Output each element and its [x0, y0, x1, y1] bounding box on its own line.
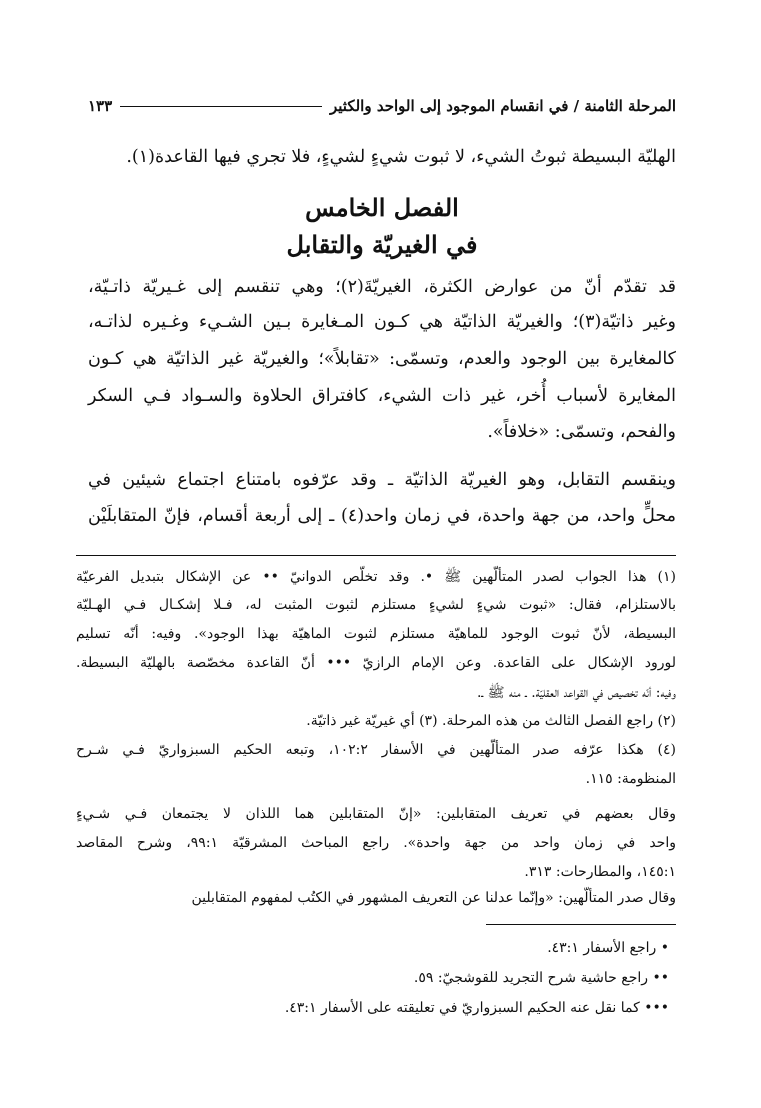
chapter-subtitle: في الغيريّة والتقابل — [286, 230, 478, 259]
footnote-1-line-1: (١) هذا الجواب لصدر المتألّهين ﷺ •. وقد تخلّص الدوانيّ •• عن الإشكال بتبديل الفرعيّة — [76, 569, 676, 585]
body-first-line: الهليّة البسيطة ثبوتُ الشيء، لا ثبوت شيءٍ لشيءٍ، فلا تجري فيها القاعدة(١). — [126, 147, 676, 167]
header-rule — [120, 106, 322, 107]
footnote-separator — [76, 555, 676, 556]
footnote-4-line-2: المنظومة: ١١٥. — [585, 771, 676, 787]
header-title: المرحلة الثامنة / في انقسام الموجود إلى الواحد والكثير — [330, 97, 676, 115]
footnote-4-line-1: (٤) هكذا عرّفه صدر المتألّهين في الأسفار ١٠٢:٢، وتبعه الحكيم السبزواريّ فـي شـرح — [76, 742, 676, 758]
footnote-4-b-line-1: وقال بعضهم في تعريف المتقابلين: «إنّ المتقابلين هما اللذان لا يجتمعان فـي شـيءٍ — [76, 806, 676, 822]
footnote-4-b-line-3: ١٤٥:١، والمطارحات: ٣١٣. — [524, 864, 676, 880]
para2-line-2: محلٍّ واحد، من جهة واحدة، في زمان واحد(٤) ـ إلى أربعة أقسام، فإنّ المتقابلَيْن — [88, 506, 676, 526]
running-header — [88, 92, 676, 120]
sub-footnote-2: •• راجع حاشية شرح التجريد للقوشجيّ: ٥٩. — [413, 970, 669, 986]
page-number: ١٣٣ — [88, 97, 113, 115]
para1-line-3: كالمغايرة بين الوجود والعدم، وتسمّى: «تقابلاً»؛ والغيريّة غير الذاتيّة هي كـون — [88, 349, 676, 369]
footnote-1-line-2: بالاستلزام، فقال: «ثبوت شيءٍ لشيءٍ مستلزم لثبوت المثبت له، فـلا إشكـال فـي الهـليّة — [76, 597, 676, 613]
para2-line-1: وينقسم التقابل، وهو الغيريّة الذاتيّة ـ وقد عرّفوه بامتناع اجتماع شيئين في — [88, 470, 676, 490]
para1-line-5: والفحم، وتسمّى: «خلافاً». — [487, 422, 676, 442]
footnote-1-line-5: وفيه: أنّه تخصيص في القواعد العقليّة. ـ منه ﷺ ـ. — [476, 685, 676, 701]
para1-line-1: قد تقدّم أنّ من عوارض الكثرة، الغيريّةَ(٢)؛ وهي تنقسم إلى غـيريّة ذاتـيّة، — [88, 277, 676, 297]
footnote-1-line-4: لورود الإشكال على القاعدة. وعن الإمام الرازيّ ••• أنّ القاعدة مخصّصة بالهليّة البسيطة. — [76, 655, 676, 671]
para1-line-2: وغير ذاتيّة(٣)؛ والغيريّة الذاتيّة هي كـون المـغايرة بـين الشـيء وغـيره لذاتـه، — [88, 312, 676, 332]
footnote-1-line-3: البسيطة، لأنّ ثبوت الوجود للماهيّة مستلزم لثبوت الماهيّة بهذا الوجود». وفيه: أنّه تسليم — [76, 626, 676, 642]
chapter-title: الفصل الخامس — [305, 193, 459, 222]
sub-footnote-3: ••• كما نقل عنه الحكيم السبزواريّ في تعليقته على الأسفار ٤٣:١. — [284, 1000, 669, 1016]
footnote-4-b-line-2: واحد في زمان واحد من جهة واحدة». راجع المباحث المشرقيّة ٩٩:١، وشرح المقاصد — [76, 835, 676, 851]
sub-footnote-separator — [486, 924, 676, 925]
para1-line-4: المغايرة لأسباب أُخر، غير ذات الشيء، كافتراق الحلاوة والسـواد فـي السكر — [88, 386, 676, 406]
footnote-2-3: (٢) راجع الفصل الثالث من هذه المرحلة. (٣) أي غيريّة غير ذاتيّة. — [306, 713, 676, 729]
footnote-4-c: وقال صدر المتألّهين: «وإنّما عدلنا عن التعريف المشهور في الكتُب لمفهوم المتقابلين — [191, 890, 676, 906]
sub-footnote-1: • راجع الأسفار ٤٣:١. — [547, 940, 669, 956]
